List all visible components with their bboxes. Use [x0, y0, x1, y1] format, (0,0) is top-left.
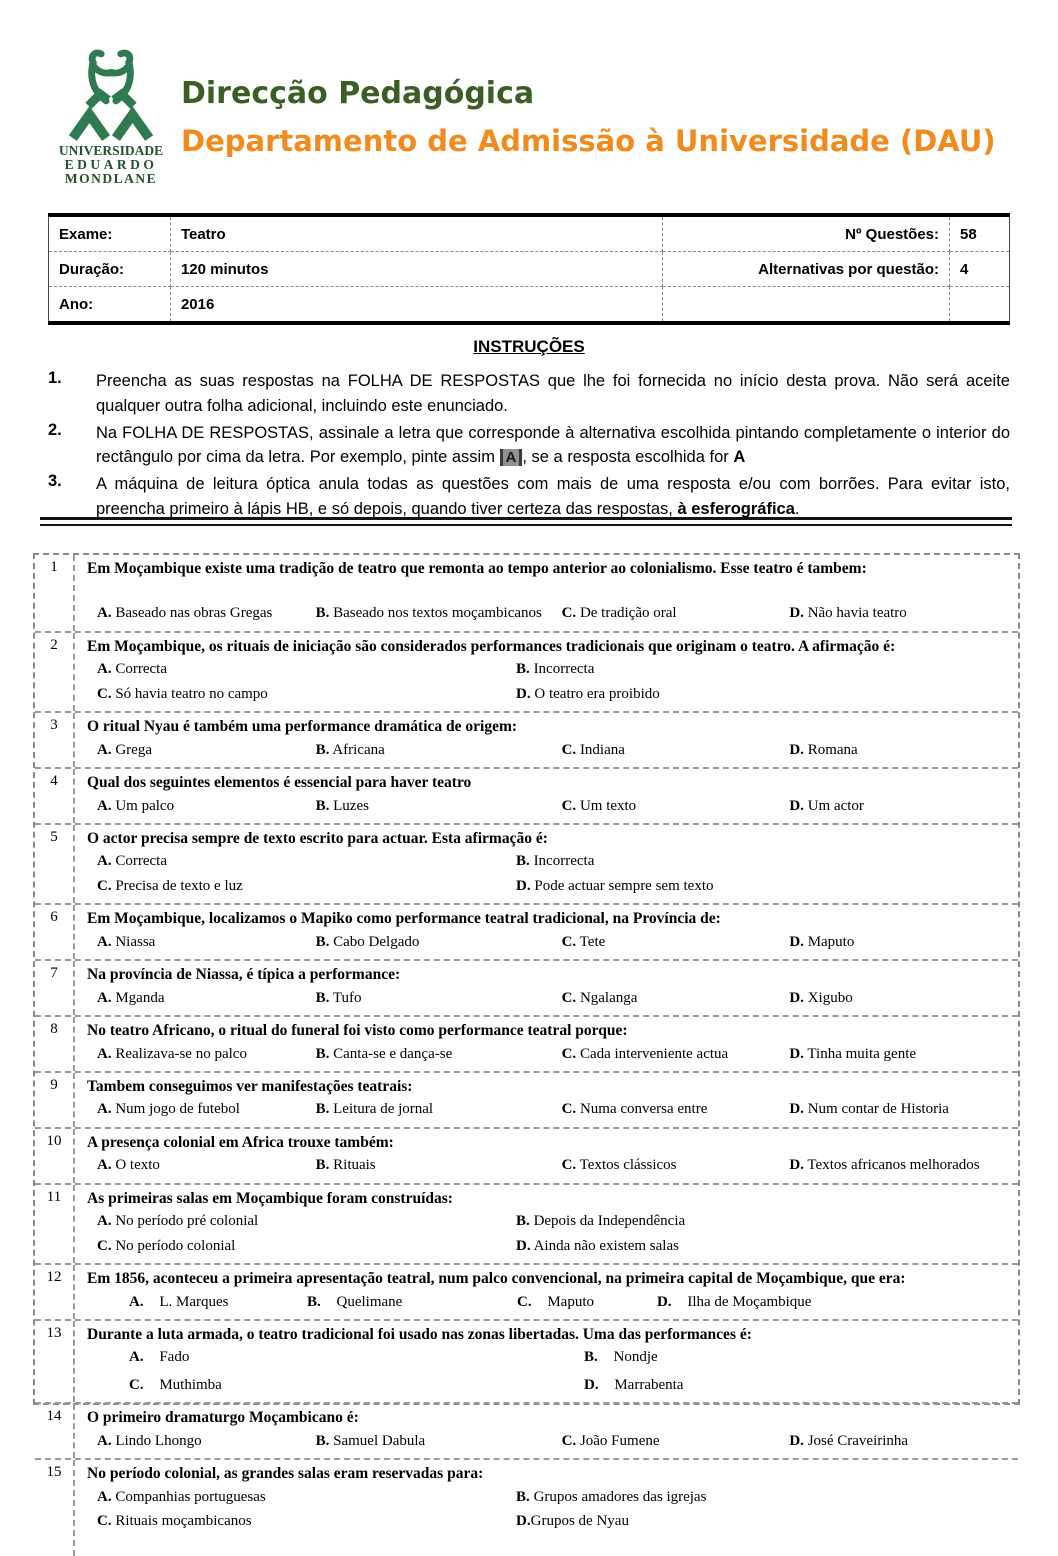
option-C: C. Muthimba	[129, 1376, 222, 1393]
option-B: B. Incorrecta	[516, 853, 595, 870]
option-C: C. Rituais moçambicanos	[97, 1513, 252, 1530]
instruction-item	[48, 419, 1010, 471]
option-C: C. De tradição oral	[561, 605, 677, 622]
option-D: D. Xigubo	[789, 989, 853, 1006]
question-text: Em 1856, aconteceu a primeira apresentação teatral, num palco convencional, na primeira capital de Moçambique, que era:	[87, 1270, 906, 1288]
option-A: A. L. Marques	[129, 1293, 229, 1310]
question-body	[75, 905, 1018, 959]
question-body	[75, 1404, 1018, 1458]
exam-field-value: 2016	[170, 287, 662, 324]
question-row-10	[35, 1127, 1018, 1183]
question-number: 1	[35, 555, 75, 631]
question-options	[87, 741, 1008, 761]
uem-logo-block	[55, 50, 167, 187]
question-options	[87, 1045, 1008, 1065]
option-D: D. Num contar de Historia	[789, 1101, 949, 1118]
uem-logo-icon	[61, 50, 161, 142]
option-A: A. Realizava-se no palco	[97, 1045, 247, 1062]
option-C: C. Numa conversa entre	[561, 1101, 708, 1118]
question-options	[87, 660, 1008, 704]
option-D: D. Um actor	[789, 797, 864, 814]
instruction-number: 3.	[48, 472, 62, 490]
instructions-list	[48, 367, 1010, 522]
question-text: No teatro Africano, o ritual do funeral foi visto como performance teatral porque:	[87, 1022, 628, 1040]
instruction-number: 2.	[48, 420, 62, 439]
university-name-line: EDUARDO	[64, 157, 158, 173]
question-body	[75, 1129, 1018, 1183]
option-B: B. Rituais	[315, 1157, 376, 1174]
question-row-11	[35, 1183, 1018, 1263]
departamento-dau-title: Departamento de Admissão à Universidade (DAU)	[181, 124, 996, 158]
question-body	[75, 769, 1018, 823]
questions-table	[33, 553, 1020, 1530]
exam-field-label	[663, 287, 950, 324]
question-text: No período colonial, as grandes salas eram reservadas para:	[87, 1465, 484, 1483]
option-A: A. Baseado nas obras Gregas	[97, 605, 273, 622]
option-C: C. Ngalanga	[561, 989, 638, 1006]
option-A: A. Companhias portuguesas	[97, 1488, 266, 1505]
question-body	[75, 1185, 1018, 1263]
option-D: D. Tinha muita gente	[789, 1045, 917, 1062]
option-D: D. Pode actuar sempre sem texto	[516, 877, 714, 894]
question-options	[87, 1293, 1008, 1313]
question-number: 3	[35, 713, 75, 767]
question-text: A presença colonial em Africa trouxe também:	[87, 1133, 394, 1151]
option-A: A. Lindo Lhongo	[97, 1432, 202, 1449]
question-options	[87, 1432, 1008, 1452]
question-number: 8	[35, 1017, 75, 1071]
option-C: C. Um texto	[561, 797, 637, 814]
option-C: C. Cada interveniente actua	[561, 1045, 729, 1062]
exam-field-label: Exame:	[49, 215, 171, 252]
question-row-12	[35, 1263, 1018, 1319]
option-C: C. Precisa de texto e luz	[97, 877, 243, 894]
question-row-15	[35, 1458, 1018, 1556]
question-number: 12	[35, 1265, 75, 1319]
option-A: A. No período pré colonial	[97, 1213, 259, 1230]
option-A: A. O texto	[97, 1157, 160, 1174]
question-body	[75, 713, 1018, 767]
question-text: O primeiro dramaturgo Moçambicano é:	[87, 1409, 359, 1427]
section-divider-rule	[40, 517, 1012, 526]
exam-info-body	[49, 215, 1010, 323]
question-body	[75, 1073, 1018, 1127]
option-D: D.Grupos de Nyau	[516, 1513, 629, 1530]
exam-info-table	[48, 213, 1010, 325]
question-number: 6	[35, 905, 75, 959]
university-name	[55, 144, 167, 187]
question-number: 9	[35, 1073, 75, 1127]
option-B: B. Leitura de jornal	[315, 1101, 434, 1118]
painted-answer-example-icon: A	[500, 449, 523, 466]
instruction-item	[48, 367, 1010, 419]
option-A: A. Grega	[97, 741, 152, 758]
question-options	[87, 1488, 1008, 1532]
exam-field-value: 58	[950, 215, 1010, 252]
option-B: B. Baseado nos textos moçambicanos	[315, 605, 542, 622]
question-text: Na província de Niassa, é típica a performance:	[87, 966, 401, 984]
exam-field-value: 120 minutos	[170, 252, 662, 287]
question-options	[87, 797, 1008, 817]
option-B: B. Quelimane	[307, 1293, 403, 1310]
option-A: A. Num jogo de futebol	[97, 1101, 240, 1118]
option-B: B. Cabo Delgado	[315, 933, 420, 950]
option-B: B. Samuel Dabula	[315, 1432, 426, 1449]
question-options	[87, 1348, 1008, 1395]
question-body	[75, 1017, 1018, 1071]
instruction-text: Na FOLHA DE RESPOSTAS, assinale a letra que corresponde à alternativa escolhida pintando completamente o interior do rectângulo por cima da letra. Por exemplo, pinte assim A , se a resposta escolhida for A	[96, 423, 1010, 467]
option-A: A. Niassa	[97, 933, 156, 950]
question-row-13	[35, 1319, 1018, 1402]
option-B: B. Depois da Independência	[516, 1213, 686, 1230]
question-text: O ritual Nyau é também uma performance dramática de origem:	[87, 718, 518, 736]
question-number: 7	[35, 961, 75, 1015]
question-number: 5	[35, 825, 75, 903]
question-options	[87, 933, 1008, 953]
question-options	[87, 1212, 1008, 1256]
option-D: D. O teatro era proibido	[516, 685, 660, 702]
exam-info-row	[49, 215, 1010, 252]
question-options	[87, 852, 1008, 896]
question-row-8	[35, 1015, 1018, 1071]
question-text: Em Moçambique existe uma tradição de teatro que remonta ao tempo anterior ao colonialismo. Esse teatro é tambem:	[87, 560, 867, 577]
question-text: Qual dos seguintes elementos é essencial para haver teatro	[87, 774, 472, 792]
instruction-text: Preencha as suas respostas na FOLHA DE RESPOSTAS que lhe foi fornecida no início desta prova. Não será aceite qualquer outra folha adicional, incluindo este enunciado.	[96, 372, 1010, 415]
option-B: B. Canta-se e dança-se	[315, 1045, 453, 1062]
exam-field-label: Nº Questões:	[663, 215, 950, 252]
question-body	[75, 825, 1018, 903]
exam-field-value: Teatro	[170, 215, 662, 252]
option-A: A. Mganda	[97, 989, 165, 1006]
option-A: A. Um palco	[97, 797, 175, 814]
question-number: 11	[35, 1185, 75, 1263]
direccao-pedagogica-title: Direcção Pedagógica	[181, 76, 535, 111]
instruction-number: 1.	[48, 369, 62, 387]
question-number: 13	[35, 1321, 75, 1402]
instruction-item	[48, 470, 1010, 522]
question-number: 10	[35, 1129, 75, 1183]
question-row-1	[35, 555, 1018, 631]
option-B: B. Tufo	[315, 989, 362, 1006]
question-row-9	[35, 1071, 1018, 1127]
exam-info-row	[49, 252, 1010, 287]
document-header	[55, 50, 1018, 187]
option-C: C. João Fumene	[561, 1432, 660, 1449]
header-titles	[181, 50, 996, 187]
question-body	[75, 555, 1018, 631]
instruction-text: A máquina de leitura óptica anula todas as questões com mais de uma resposta e/ou com borrões. Para evitar isto, preencha primeiro à lápis HB, e só depois, quando tiver certeza das respostas, à esferográfica.	[96, 475, 1010, 518]
university-name-line: UNIVERSIDADE	[58, 143, 164, 158]
exam-field-label: Ano:	[49, 287, 171, 324]
question-text: O actor precisa sempre de texto escrito para actuar. Esta afirmação é:	[87, 830, 548, 847]
option-A: A. Correcta	[97, 661, 167, 678]
exam-field-label: Alternativas por questão:	[663, 252, 950, 287]
option-B: B. Africana	[315, 741, 385, 758]
question-options	[87, 1156, 1008, 1176]
option-D: D. Não havia teatro	[789, 605, 907, 622]
instructions-title: INSTRUÇÕES	[473, 337, 585, 356]
option-C: C. Só havia teatro no campo	[97, 685, 268, 702]
option-C: C. Textos clássicos	[561, 1157, 677, 1174]
question-body	[75, 633, 1018, 711]
option-D: D. Marrabenta	[584, 1376, 684, 1393]
exam-field-value: 4	[950, 252, 1010, 287]
option-C: C. No período colonial	[97, 1237, 236, 1254]
question-text: Em Moçambique, localizamos o Mapiko como performance teatral tradicional, na Província de:	[87, 910, 721, 928]
question-options	[87, 1100, 1008, 1120]
question-row-5	[35, 823, 1018, 903]
option-D: D. Ilha de Moçambique	[657, 1293, 812, 1310]
question-body	[75, 961, 1018, 1015]
instructions-section	[48, 337, 1010, 522]
option-B: B. Luzes	[315, 797, 369, 814]
question-text: Em Moçambique, os rituais de iniciação são considerados performances tradicionais que originam o teatro. A afirmação é:	[87, 637, 896, 655]
option-D: D. Romana	[789, 741, 858, 758]
question-row-6	[35, 903, 1018, 959]
question-number: 15	[35, 1460, 75, 1556]
option-D: D. Textos africanos melhorados	[789, 1157, 980, 1174]
exam-info-row	[49, 287, 1010, 324]
option-A: A. Correcta	[97, 853, 167, 870]
option-B: B. Nondje	[584, 1349, 658, 1366]
question-number: 2	[35, 633, 75, 711]
question-options	[87, 989, 1008, 1009]
question-options	[87, 604, 1008, 624]
question-body	[75, 1460, 1018, 1556]
exam-field-value	[950, 287, 1010, 324]
question-text: Durante a luta armada, o teatro tradicional foi usado nas zonas libertadas. Uma das performances é:	[87, 1326, 752, 1343]
option-A: A. Fado	[129, 1349, 190, 1366]
university-name-line: MONDLANE	[64, 171, 158, 187]
question-number: 4	[35, 769, 75, 823]
question-row-14	[35, 1402, 1018, 1458]
question-text: As primeiras salas em Moçambique foram construídas:	[87, 1189, 453, 1207]
question-row-4	[35, 767, 1018, 823]
option-B: B. Incorrecta	[516, 661, 595, 678]
question-row-7	[35, 959, 1018, 1015]
option-D: D. Ainda não existem salas	[516, 1237, 679, 1254]
option-D: D. Maputo	[789, 933, 855, 950]
question-body	[75, 1321, 1018, 1402]
option-D: D. José Craveirinha	[789, 1432, 909, 1449]
option-C: C. Maputo	[517, 1293, 595, 1310]
question-row-3	[35, 711, 1018, 767]
question-body	[75, 1265, 1018, 1319]
option-C: C. Indiana	[561, 741, 625, 758]
question-text: Tambem conseguimos ver manifestações teatrais:	[87, 1078, 413, 1095]
option-C: C. Tete	[561, 933, 606, 950]
exam-field-label: Duração:	[49, 252, 171, 287]
option-B: B. Grupos amadores das igrejas	[516, 1488, 707, 1505]
question-row-2	[35, 631, 1018, 711]
question-number: 14	[35, 1404, 75, 1458]
